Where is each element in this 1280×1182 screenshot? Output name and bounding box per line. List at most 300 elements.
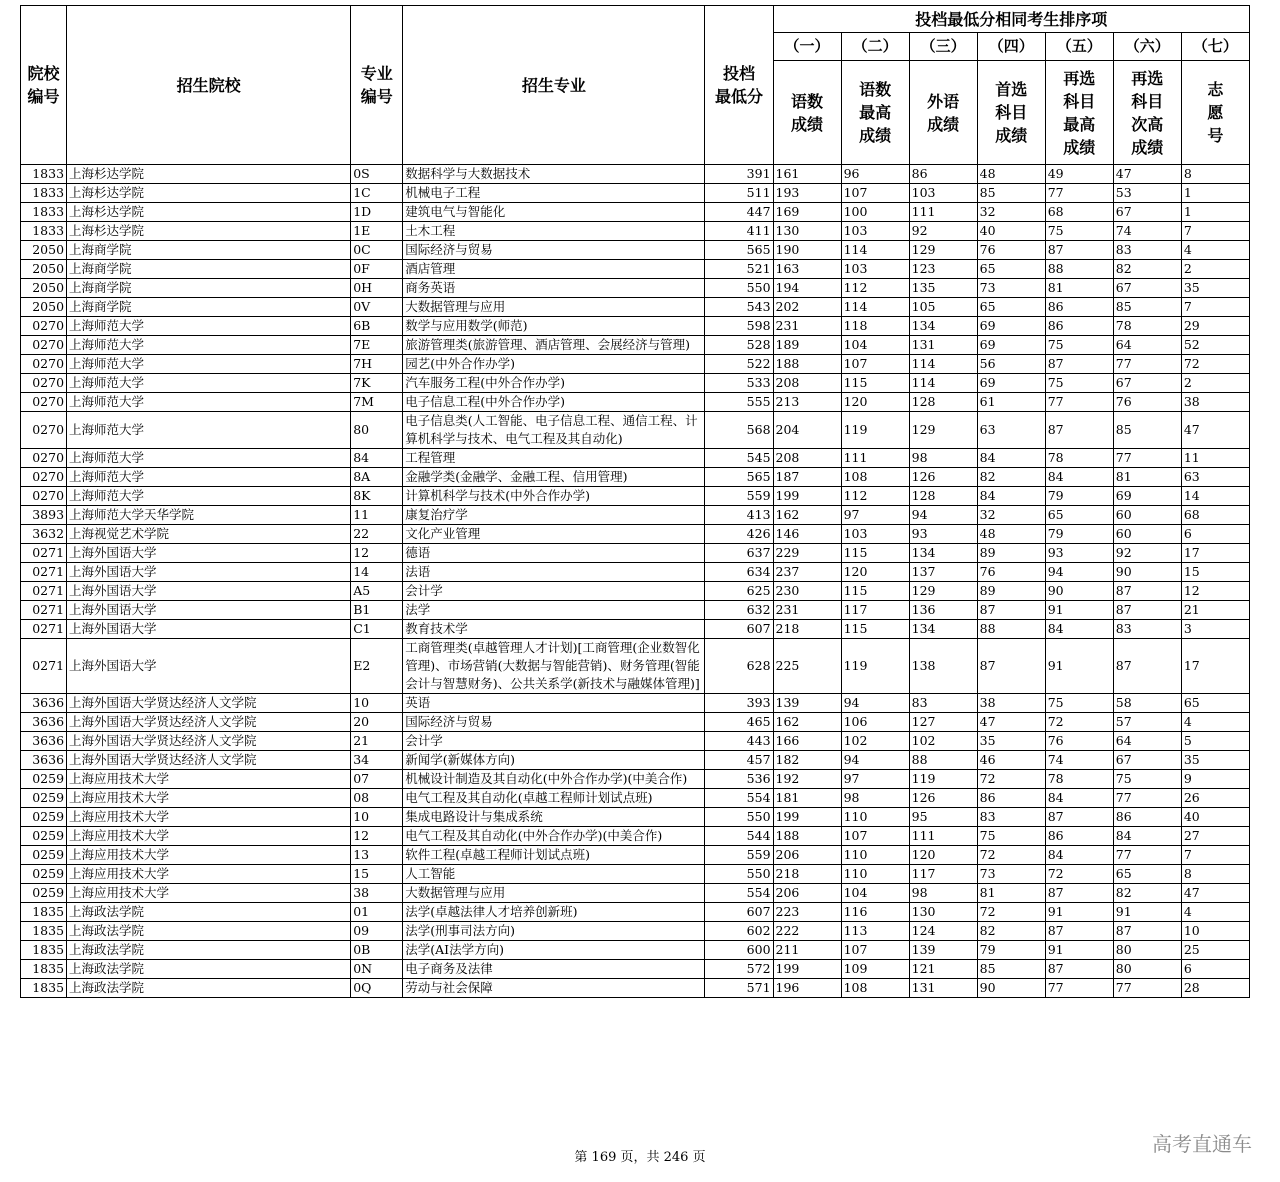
- cell-foreign-lang: 123: [909, 260, 977, 279]
- table-row: [21, 203, 1250, 222]
- cell-second-subject-next: 74: [1113, 222, 1181, 241]
- cell-preference-no: 9: [1181, 770, 1249, 789]
- cell-first-subject: 83: [977, 808, 1045, 827]
- cell-major-name: 机械电子工程: [403, 184, 705, 203]
- table-row: [21, 374, 1250, 393]
- cell-second-subject-next: 83: [1113, 620, 1181, 639]
- cell-major-code: 80: [351, 412, 403, 449]
- cell-major-code: 09: [351, 922, 403, 941]
- cell-chinese-math: 194: [773, 279, 841, 298]
- cell-second-subject-next: 69: [1113, 487, 1181, 506]
- header-sort-label-6: 再选 科目 次高 成绩: [1113, 61, 1181, 165]
- cell-chinese-math: 161: [773, 165, 841, 184]
- cell-foreign-lang: 129: [909, 582, 977, 601]
- cell-chinese-math: 231: [773, 317, 841, 336]
- cell-major-code: 14: [351, 563, 403, 582]
- cell-preference-no: 52: [1181, 336, 1249, 355]
- cell-chinese-math-max: 110: [841, 808, 909, 827]
- cell-chinese-math: 237: [773, 563, 841, 582]
- cell-preference-no: 17: [1181, 639, 1249, 694]
- cell-second-subject-max: 87: [1045, 241, 1113, 260]
- cell-second-subject-next: 67: [1113, 374, 1181, 393]
- cell-school-code: 0271: [21, 639, 67, 694]
- cell-second-subject-max: 86: [1045, 317, 1113, 336]
- cell-school-code: 0259: [21, 789, 67, 808]
- cell-major-code: 0C: [351, 241, 403, 260]
- cell-preference-no: 12: [1181, 582, 1249, 601]
- cell-major-name: 会计学: [403, 582, 705, 601]
- cell-chinese-math-max: 111: [841, 449, 909, 468]
- cell-first-subject: 46: [977, 751, 1045, 770]
- cell-second-subject-next: 75: [1113, 770, 1181, 789]
- table-row: [21, 449, 1250, 468]
- cell-foreign-lang: 120: [909, 846, 977, 865]
- cell-second-subject-max: 75: [1045, 222, 1113, 241]
- cell-chinese-math: 139: [773, 694, 841, 713]
- table-row: [21, 260, 1250, 279]
- cell-foreign-lang: 83: [909, 694, 977, 713]
- cell-school-name: 上海应用技术大学: [67, 827, 351, 846]
- cell-min-score: 559: [705, 487, 773, 506]
- cell-second-subject-next: 77: [1113, 355, 1181, 374]
- cell-preference-no: 40: [1181, 808, 1249, 827]
- table-row: [21, 713, 1250, 732]
- cell-chinese-math-max: 104: [841, 336, 909, 355]
- cell-first-subject: 69: [977, 336, 1045, 355]
- cell-second-subject-next: 80: [1113, 941, 1181, 960]
- cell-chinese-math: 192: [773, 770, 841, 789]
- cell-second-subject-next: 85: [1113, 298, 1181, 317]
- table-row: [21, 979, 1250, 998]
- cell-preference-no: 7: [1181, 222, 1249, 241]
- cell-school-code: 0271: [21, 582, 67, 601]
- cell-chinese-math: 218: [773, 620, 841, 639]
- cell-preference-no: 26: [1181, 789, 1249, 808]
- cell-chinese-math-max: 103: [841, 222, 909, 241]
- table-row: [21, 393, 1250, 412]
- cell-chinese-math: 162: [773, 506, 841, 525]
- cell-major-name: 会计学: [403, 732, 705, 751]
- cell-second-subject-next: 87: [1113, 922, 1181, 941]
- cell-second-subject-next: 57: [1113, 713, 1181, 732]
- cell-major-name: 文化产业管理: [403, 525, 705, 544]
- cell-major-code: 10: [351, 808, 403, 827]
- cell-school-code: 2050: [21, 260, 67, 279]
- cell-chinese-math-max: 96: [841, 165, 909, 184]
- cell-major-name: 新闻学(新媒体方向): [403, 751, 705, 770]
- cell-min-score: 628: [705, 639, 773, 694]
- cell-school-code: 1833: [21, 165, 67, 184]
- cell-school-name: 上海政法学院: [67, 903, 351, 922]
- cell-first-subject: 72: [977, 846, 1045, 865]
- cell-major-name: 软件工程(卓越工程师计划试点班): [403, 846, 705, 865]
- cell-preference-no: 14: [1181, 487, 1249, 506]
- cell-second-subject-next: 77: [1113, 846, 1181, 865]
- cell-first-subject: 75: [977, 827, 1045, 846]
- cell-foreign-lang: 129: [909, 241, 977, 260]
- cell-second-subject-next: 82: [1113, 884, 1181, 903]
- cell-major-name: 酒店管理: [403, 260, 705, 279]
- cell-second-subject-max: 84: [1045, 468, 1113, 487]
- cell-chinese-math-max: 114: [841, 298, 909, 317]
- cell-second-subject-max: 87: [1045, 960, 1113, 979]
- cell-chinese-math: 166: [773, 732, 841, 751]
- cell-second-subject-max: 74: [1045, 751, 1113, 770]
- cell-major-code: 13: [351, 846, 403, 865]
- cell-school-name: 上海应用技术大学: [67, 770, 351, 789]
- cell-min-score: 528: [705, 336, 773, 355]
- cell-foreign-lang: 92: [909, 222, 977, 241]
- cell-preference-no: 3: [1181, 620, 1249, 639]
- cell-min-score: 554: [705, 884, 773, 903]
- header-sort-num-3: （三）: [909, 33, 977, 61]
- cell-second-subject-next: 67: [1113, 279, 1181, 298]
- cell-major-code: 20: [351, 713, 403, 732]
- cell-foreign-lang: 94: [909, 506, 977, 525]
- cell-foreign-lang: 114: [909, 374, 977, 393]
- cell-major-name: 电子商务及法律: [403, 960, 705, 979]
- cell-second-subject-max: 90: [1045, 582, 1113, 601]
- cell-school-code: 0271: [21, 563, 67, 582]
- header-major-name: 招生专业: [403, 6, 705, 165]
- cell-school-code: 2050: [21, 241, 67, 260]
- cell-major-name: 电子信息工程(中外合作办学): [403, 393, 705, 412]
- cell-second-subject-max: 88: [1045, 260, 1113, 279]
- cell-chinese-math: 206: [773, 846, 841, 865]
- cell-second-subject-max: 84: [1045, 620, 1113, 639]
- cell-major-code: 15: [351, 865, 403, 884]
- cell-min-score: 559: [705, 846, 773, 865]
- cell-first-subject: 65: [977, 260, 1045, 279]
- cell-chinese-math: 187: [773, 468, 841, 487]
- cell-major-name: 汽车服务工程(中外合作办学): [403, 374, 705, 393]
- cell-second-subject-next: 77: [1113, 789, 1181, 808]
- cell-first-subject: 40: [977, 222, 1045, 241]
- cell-second-subject-max: 81: [1045, 279, 1113, 298]
- cell-foreign-lang: 102: [909, 732, 977, 751]
- cell-preference-no: 65: [1181, 694, 1249, 713]
- cell-first-subject: 89: [977, 544, 1045, 563]
- cell-chinese-math-max: 113: [841, 922, 909, 941]
- cell-school-code: 3636: [21, 732, 67, 751]
- cell-major-name: 工程管理: [403, 449, 705, 468]
- cell-major-code: 12: [351, 544, 403, 563]
- cell-chinese-math-max: 114: [841, 241, 909, 260]
- cell-major-code: 8K: [351, 487, 403, 506]
- cell-major-code: 22: [351, 525, 403, 544]
- cell-school-name: 上海师范大学: [67, 393, 351, 412]
- cell-school-code: 0270: [21, 336, 67, 355]
- cell-major-code: 0H: [351, 279, 403, 298]
- cell-chinese-math: 208: [773, 449, 841, 468]
- cell-second-subject-max: 94: [1045, 563, 1113, 582]
- cell-second-subject-next: 83: [1113, 241, 1181, 260]
- header-sort-num-6: （六）: [1113, 33, 1181, 61]
- header-sort-num-5: （五）: [1045, 33, 1113, 61]
- cell-school-code: 0270: [21, 468, 67, 487]
- cell-major-code: 1D: [351, 203, 403, 222]
- cell-second-subject-max: 91: [1045, 601, 1113, 620]
- cell-second-subject-next: 80: [1113, 960, 1181, 979]
- cell-min-score: 550: [705, 808, 773, 827]
- cell-chinese-math: 225: [773, 639, 841, 694]
- cell-school-name: 上海杉达学院: [67, 184, 351, 203]
- cell-min-score: 521: [705, 260, 773, 279]
- cell-foreign-lang: 137: [909, 563, 977, 582]
- cell-preference-no: 8: [1181, 865, 1249, 884]
- cell-second-subject-max: 78: [1045, 770, 1113, 789]
- cell-min-score: 602: [705, 922, 773, 941]
- cell-second-subject-next: 47: [1113, 165, 1181, 184]
- cell-foreign-lang: 129: [909, 412, 977, 449]
- cell-preference-no: 63: [1181, 468, 1249, 487]
- cell-first-subject: 85: [977, 960, 1045, 979]
- cell-second-subject-next: 91: [1113, 903, 1181, 922]
- cell-preference-no: 72: [1181, 355, 1249, 374]
- cell-second-subject-next: 65: [1113, 865, 1181, 884]
- cell-min-score: 565: [705, 241, 773, 260]
- cell-min-score: 533: [705, 374, 773, 393]
- cell-first-subject: 72: [977, 770, 1045, 789]
- cell-school-code: 0270: [21, 412, 67, 449]
- cell-foreign-lang: 135: [909, 279, 977, 298]
- cell-major-code: 0F: [351, 260, 403, 279]
- cell-min-score: 511: [705, 184, 773, 203]
- cell-chinese-math: 231: [773, 601, 841, 620]
- cell-chinese-math-max: 120: [841, 563, 909, 582]
- cell-preference-no: 17: [1181, 544, 1249, 563]
- cell-chinese-math: 189: [773, 336, 841, 355]
- cell-first-subject: 84: [977, 449, 1045, 468]
- cell-second-subject-next: 67: [1113, 203, 1181, 222]
- cell-second-subject-max: 87: [1045, 412, 1113, 449]
- cell-chinese-math: 190: [773, 241, 841, 260]
- cell-major-name: 国际经济与贸易: [403, 713, 705, 732]
- cell-preference-no: 6: [1181, 525, 1249, 544]
- cell-major-name: 机械设计制造及其自动化(中外合作办学)(中美合作): [403, 770, 705, 789]
- cell-first-subject: 47: [977, 713, 1045, 732]
- cell-chinese-math-max: 103: [841, 260, 909, 279]
- cell-min-score: 447: [705, 203, 773, 222]
- cell-preference-no: 21: [1181, 601, 1249, 620]
- cell-first-subject: 88: [977, 620, 1045, 639]
- table-row: [21, 487, 1250, 506]
- table-row: [21, 770, 1250, 789]
- cell-min-score: 465: [705, 713, 773, 732]
- cell-chinese-math-max: 107: [841, 355, 909, 374]
- table-row: [21, 751, 1250, 770]
- table-row: [21, 827, 1250, 846]
- cell-school-name: 上海外国语大学贤达经济人文学院: [67, 694, 351, 713]
- cell-preference-no: 7: [1181, 298, 1249, 317]
- watermark: 高考直通车: [1152, 1132, 1252, 1156]
- table-row: [21, 336, 1250, 355]
- cell-min-score: 571: [705, 979, 773, 998]
- cell-school-name: 上海应用技术大学: [67, 846, 351, 865]
- cell-foreign-lang: 131: [909, 336, 977, 355]
- cell-first-subject: 56: [977, 355, 1045, 374]
- cell-school-name: 上海外国语大学贤达经济人文学院: [67, 713, 351, 732]
- table-row: [21, 279, 1250, 298]
- header-sort-label-7: 志 愿 号: [1181, 61, 1249, 165]
- cell-second-subject-max: 91: [1045, 639, 1113, 694]
- cell-major-name: 工商管理类(卓越管理人才计划)[工商管理(企业数智化管理)、市场营销(大数据与智能营销)、财务管理(智能会计与智慧财务)、公共关系学(新技术与融媒体管理)]: [403, 639, 705, 694]
- header-sort-label-1: 语数 成绩: [773, 61, 841, 165]
- cell-school-code: 1835: [21, 903, 67, 922]
- cell-major-code: 7K: [351, 374, 403, 393]
- cell-foreign-lang: 98: [909, 884, 977, 903]
- cell-chinese-math: 181: [773, 789, 841, 808]
- cell-school-code: 3636: [21, 751, 67, 770]
- cell-second-subject-next: 78: [1113, 317, 1181, 336]
- table-row: [21, 808, 1250, 827]
- cell-min-score: 555: [705, 393, 773, 412]
- cell-school-name: 上海商学院: [67, 241, 351, 260]
- table-body: [21, 165, 1250, 998]
- cell-second-subject-next: 90: [1113, 563, 1181, 582]
- cell-major-name: 旅游管理类(旅游管理、酒店管理、会展经济与管理): [403, 336, 705, 355]
- cell-chinese-math: 213: [773, 393, 841, 412]
- cell-second-subject-max: 87: [1045, 922, 1113, 941]
- cell-major-code: 7H: [351, 355, 403, 374]
- cell-foreign-lang: 88: [909, 751, 977, 770]
- cell-chinese-math-max: 97: [841, 506, 909, 525]
- cell-min-score: 554: [705, 789, 773, 808]
- table-row: [21, 184, 1250, 203]
- table-row: [21, 525, 1250, 544]
- cell-second-subject-max: 79: [1045, 487, 1113, 506]
- cell-school-name: 上海政法学院: [67, 979, 351, 998]
- cell-second-subject-max: 86: [1045, 827, 1113, 846]
- cell-major-name: 商务英语: [403, 279, 705, 298]
- cell-second-subject-next: 53: [1113, 184, 1181, 203]
- cell-first-subject: 90: [977, 979, 1045, 998]
- cell-chinese-math: 208: [773, 374, 841, 393]
- cell-second-subject-next: 87: [1113, 601, 1181, 620]
- cell-chinese-math: 206: [773, 884, 841, 903]
- cell-chinese-math: 169: [773, 203, 841, 222]
- cell-preference-no: 1: [1181, 203, 1249, 222]
- cell-second-subject-next: 60: [1113, 525, 1181, 544]
- cell-school-name: 上海外国语大学: [67, 582, 351, 601]
- cell-school-name: 上海外国语大学: [67, 544, 351, 563]
- cell-major-code: 8A: [351, 468, 403, 487]
- cell-second-subject-next: 85: [1113, 412, 1181, 449]
- cell-min-score: 607: [705, 903, 773, 922]
- cell-preference-no: 29: [1181, 317, 1249, 336]
- table-row: [21, 922, 1250, 941]
- cell-first-subject: 82: [977, 468, 1045, 487]
- cell-school-code: 1835: [21, 922, 67, 941]
- table-row: [21, 620, 1250, 639]
- cell-preference-no: 7: [1181, 846, 1249, 865]
- cell-school-name: 上海外国语大学: [67, 620, 351, 639]
- cell-min-score: 572: [705, 960, 773, 979]
- table-row: [21, 544, 1250, 563]
- cell-chinese-math-max: 119: [841, 412, 909, 449]
- cell-foreign-lang: 117: [909, 865, 977, 884]
- cell-major-code: 0Q: [351, 979, 403, 998]
- cell-first-subject: 85: [977, 184, 1045, 203]
- cell-chinese-math-max: 100: [841, 203, 909, 222]
- cell-chinese-math-max: 110: [841, 846, 909, 865]
- header-school-code: 院校 编号: [21, 6, 67, 165]
- cell-first-subject: 61: [977, 393, 1045, 412]
- cell-chinese-math: 199: [773, 808, 841, 827]
- cell-major-code: 38: [351, 884, 403, 903]
- cell-school-name: 上海杉达学院: [67, 165, 351, 184]
- cell-second-subject-max: 75: [1045, 694, 1113, 713]
- cell-first-subject: 81: [977, 884, 1045, 903]
- cell-foreign-lang: 128: [909, 487, 977, 506]
- table-row: [21, 903, 1250, 922]
- cell-school-name: 上海政法学院: [67, 941, 351, 960]
- cell-major-code: 21: [351, 732, 403, 751]
- cell-school-code: 0259: [21, 770, 67, 789]
- cell-major-name: 电气工程及其自动化(中外合作办学)(中美合作): [403, 827, 705, 846]
- table-row: [21, 506, 1250, 525]
- cell-chinese-math-max: 118: [841, 317, 909, 336]
- cell-second-subject-next: 77: [1113, 449, 1181, 468]
- cell-second-subject-max: 49: [1045, 165, 1113, 184]
- header-tiebreak-group: 投档最低分相同考生排序项: [773, 6, 1249, 33]
- cell-major-code: 08: [351, 789, 403, 808]
- table-row: [21, 468, 1250, 487]
- cell-foreign-lang: 138: [909, 639, 977, 694]
- cell-min-score: 545: [705, 449, 773, 468]
- cell-school-code: 3632: [21, 525, 67, 544]
- cell-min-score: 391: [705, 165, 773, 184]
- cell-first-subject: 35: [977, 732, 1045, 751]
- cell-major-code: A5: [351, 582, 403, 601]
- cell-foreign-lang: 136: [909, 601, 977, 620]
- cell-school-code: 1835: [21, 941, 67, 960]
- cell-school-code: 0270: [21, 374, 67, 393]
- cell-chinese-math: 188: [773, 355, 841, 374]
- cell-min-score: 426: [705, 525, 773, 544]
- admission-score-table: [20, 5, 1250, 998]
- cell-first-subject: 87: [977, 639, 1045, 694]
- cell-second-subject-max: 77: [1045, 393, 1113, 412]
- cell-school-name: 上海外国语大学: [67, 639, 351, 694]
- cell-foreign-lang: 111: [909, 827, 977, 846]
- cell-major-name: 法学(卓越法律人才培养创新班): [403, 903, 705, 922]
- cell-school-name: 上海杉达学院: [67, 222, 351, 241]
- cell-school-code: 0270: [21, 487, 67, 506]
- cell-chinese-math: 188: [773, 827, 841, 846]
- cell-second-subject-next: 64: [1113, 336, 1181, 355]
- cell-first-subject: 48: [977, 525, 1045, 544]
- cell-school-name: 上海商学院: [67, 298, 351, 317]
- cell-school-code: 0270: [21, 317, 67, 336]
- table-header: [21, 6, 1250, 165]
- cell-foreign-lang: 103: [909, 184, 977, 203]
- cell-preference-no: 5: [1181, 732, 1249, 751]
- cell-major-code: C1: [351, 620, 403, 639]
- cell-preference-no: 4: [1181, 241, 1249, 260]
- cell-preference-no: 35: [1181, 279, 1249, 298]
- cell-min-score: 536: [705, 770, 773, 789]
- cell-preference-no: 35: [1181, 751, 1249, 770]
- header-sort-num-2: （二）: [841, 33, 909, 61]
- cell-school-code: 0270: [21, 355, 67, 374]
- cell-major-code: 07: [351, 770, 403, 789]
- cell-second-subject-next: 76: [1113, 393, 1181, 412]
- cell-first-subject: 84: [977, 487, 1045, 506]
- cell-foreign-lang: 114: [909, 355, 977, 374]
- cell-school-code: 3636: [21, 713, 67, 732]
- cell-major-name: 建筑电气与智能化: [403, 203, 705, 222]
